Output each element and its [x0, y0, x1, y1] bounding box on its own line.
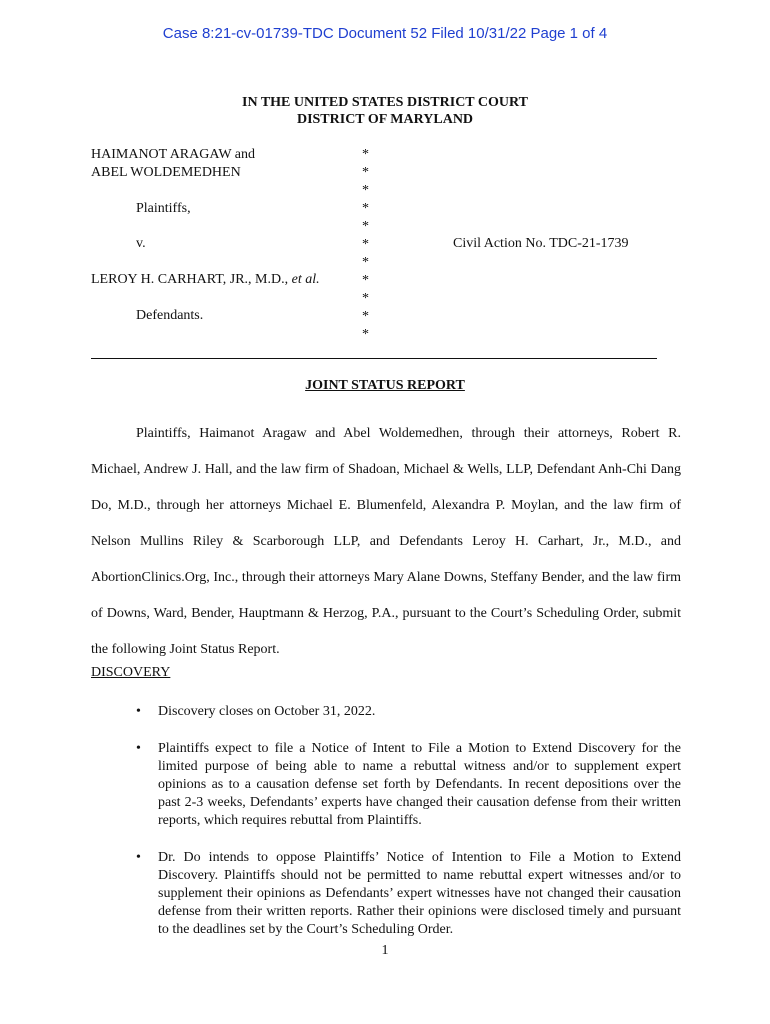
discovery-heading: DISCOVERY: [91, 665, 171, 680]
caption-star: *: [362, 237, 369, 252]
list-item: [91, 740, 681, 830]
list-item-text: Plaintiffs expect to file a Notice of Intent to File a Motion to Extend Discovery for the limited purpose of being able to name a rebuttal witness and/or to supplement expert opinions as to a causation defense set forth by Defendants. In recent depositions over the past 2-3 weeks, Defendants’ experts have changed their causation defense from their written reports, which requires rebuttal from Plaintiffs.: [158, 741, 681, 828]
caption-star: *: [362, 291, 369, 306]
list-item-text: Discovery closes on October 31, 2022.: [158, 704, 376, 719]
bullet-icon: •: [136, 704, 141, 719]
court-heading: [0, 94, 770, 128]
court-name: IN THE UNITED STATES DISTRICT COURT: [242, 95, 528, 110]
list-item-text: Dr. Do intends to oppose Plaintiffs’ Notice of Intention to File a Motion to Extend Discovery. Plaintiffs should not be permitted to name rebuttal expert witnesses and/or to supplement their opinions as Defendants’ expert witnesses have not changed their causation defense from their written reports. Rather their opinions were disclosed timely and pursuant to the deadlines set by the Court’s Scheduling Order.: [158, 850, 681, 937]
plaintiffs-label: Plaintiffs,: [136, 201, 191, 216]
caption-star: *: [362, 327, 369, 342]
civil-action-number: Civil Action No. TDC-21-1739: [453, 236, 629, 251]
case-header-stamp: Case 8:21-cv-01739-TDC Document 52 Filed 10/31/22 Page 1 of 4: [162, 25, 608, 42]
defendants-label: Defendants.: [136, 308, 204, 323]
caption-star: *: [362, 201, 369, 216]
caption-divider: [91, 358, 657, 359]
intro-paragraph: Plaintiffs, Haimanot Aragaw and Abel Woldemedhen, through their attorneys, Robert R. Michael, Andrew J. Hall, and the law firm of Shadoan, Michael & Wells, LLP, Defendant Anh-Chi Dang Do, M.D., through her attorneys Michael E. Blumenfeld, Alexandra P. Moylan, and the law firm of Nelson Mullins Riley & Scarborough LLP, and Defendants Leroy H. Carhart, Jr., M.D., and AbortionClinics.Org, Inc., through their attorneys Mary Alane Downs, Steffany Bender, and the law firm of Downs, Ward, Bender, Hauptmann & Herzog, P.A., pursuant to the Court’s Scheduling Order, submit the following Joint Status Report.: [91, 426, 681, 657]
page-number: 1: [381, 943, 389, 958]
plaintiff-name-2: ABEL WOLDEMEDHEN: [91, 165, 241, 180]
plaintiff-name-1: HAIMANOT ARAGAW and: [91, 147, 256, 162]
document-title: JOINT STATUS REPORT: [305, 378, 465, 393]
list-item: [91, 703, 681, 721]
defendant-names-text: LEROY H. CARHART, JR., M.D.,: [91, 272, 292, 287]
defendant-names: [91, 272, 320, 288]
caption-star-column: [362, 146, 369, 344]
caption-star: *: [362, 165, 369, 180]
discovery-list: [91, 703, 681, 939]
et-al-text: et al.: [291, 272, 320, 287]
list-item: [91, 849, 681, 939]
caption-star: *: [362, 309, 369, 324]
caption-star: *: [362, 273, 369, 288]
court-district: DISTRICT OF MARYLAND: [296, 112, 474, 127]
caption-star: *: [362, 255, 369, 270]
bullet-icon: •: [136, 741, 141, 756]
caption-star: *: [362, 147, 369, 162]
caption-star: *: [362, 183, 369, 198]
bullet-icon: •: [136, 850, 141, 865]
versus-label: v.: [136, 236, 146, 251]
caption-star: *: [362, 219, 369, 234]
